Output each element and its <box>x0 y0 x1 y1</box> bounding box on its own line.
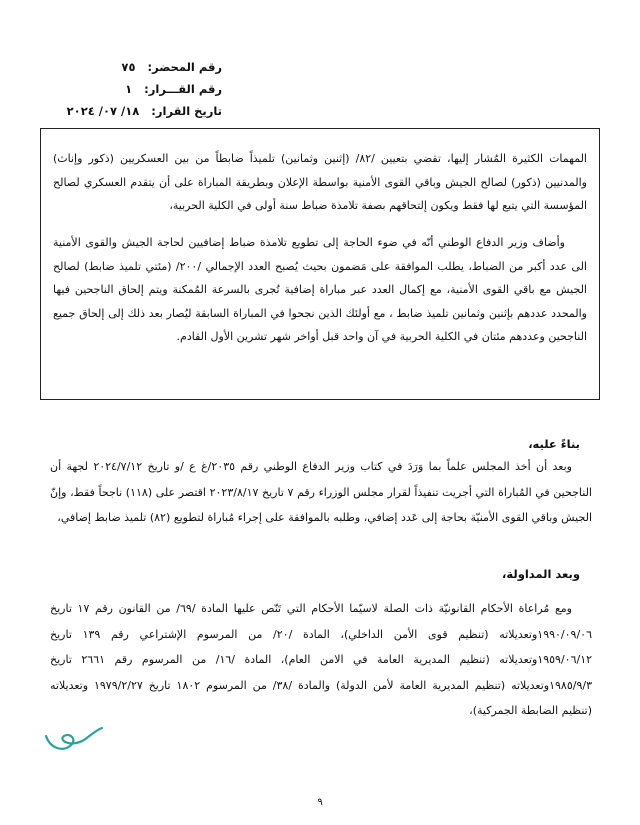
decision-date-label: تاريخ القرار: <box>151 104 222 118</box>
boxed-paragraph-1: المهمات الكثيرة المُشار إليها، تقضي بتعيين /٨٢/ (إثنين وثمانين) تلميذاً ضابطاً من بين العسكريين (ذكور وإناث) والمدنيين (ذكور) لصالح الجيش وباقي القوى الأمنية بواسطة الإعلان وبطريقة المباراة على أن يتقدم العسكري لصالح المؤسسة التي يتبع لها فقط ويكون إلتحاقهم بصفة تلامذة ضباط سنة أولى في الكلية الحربية، <box>53 152 587 212</box>
section-heading-deliberation: وبعد المداولة، <box>502 567 580 581</box>
minutes-number-row <box>42 56 222 78</box>
page-number: ٩ <box>317 797 323 808</box>
decision-number-value: ١ <box>125 82 133 96</box>
handwritten-signature <box>40 718 110 758</box>
decision-number-row <box>42 78 222 100</box>
decision-date-row <box>42 100 222 122</box>
section-heading-based-on: بناءً عليه، <box>528 437 580 451</box>
boxed-paragraph-2: وأضاف وزير الدفاع الوطني أنّه في ضوء الحاجة إلى تطويع تلامذة ضباط إضافيين لحاجة الجيش والقوى الأمنية الى عدد أكبر من الضباط، يطلب الموافقة على مَضمون بحيث يُصبح العدد الإجمالي /٢٠٠/ (مئتي تلميذ ضابط) لصالح الجيش مع باقي القوى الأمنية، مع إكمال العدد عبر مباراة إضافية تُجرى بالسرعة المُمكنة ويتم إلحاق الناجحين فيها والمحدد عددهم بإثنين وثمانين تلميذ ضابط ، مع أولئك الذين نجحوا في المباراة السابقة ليُصار بعد ذلك إلى إلحاق جميع الناجحين وعددهم مئتان في الكلية الحربية في آن واحد قبل أواخر شهر تشرين الأول القادم. <box>53 236 587 343</box>
decision-number-label: رقم القـــرار: <box>144 82 222 96</box>
decision-date-value: ١٨/ ٠٧/ ٢٠٢٤ <box>66 104 140 118</box>
decision-header <box>42 56 222 122</box>
body-paragraph-legal-provisions: ومع مُراعاة الأحكام القانونيّة ذات الصلة لاسيّما الأحكام التي تَنّص عليها المادة /٦٩/ من القانون رقم ١٧ تاريخ ١٩٩٠/٠٩/٠٦وتعديلاته (تنظيم قوى الأمن الداخلي)، المادة /٢٠/ من المرسوم الإشتراعي رقم ١٣٩ تاريخ ١٩٥٩/٠٦/١٢وتعديلاته (تنظيم المديرية العامة في الامن العام)، المادة /١٦/ من المرسوم رقم ٢٦٦١ تاريخ ١٩٨٥/٩/٣وتعديلاته (تنظيم المديرية العامة لأمن الدولة) والمادة /٣٨/ من المرسوم ١٨٠٢ تاريخ ١٩٧٩/٢/٢٧ وتعديلاته (تنظيم الضابطة الجمركية)، <box>50 602 593 717</box>
minutes-number-value: ٧٥ <box>121 60 136 74</box>
boxed-section <box>40 128 600 400</box>
body-paragraph-council-note: وبعد أن أخذ المجلس علماً بما وَرَدَ في كتاب وزير الدفاع الوطني رقم ٢٠٣٥/غ ع /و تاريخ ٢٠٢٤/٧/١٢ لجهة أن الناجحين في المُباراة التي أجريت تنفيذاً لقرار مجلس الوزراء رقم ٧ تاريخ ٢٠٢٣/٨/١٧ اقتصر على (١١٨) ناجحاً فقط، وإنّ الجيش وباقي القوى الأمنيّة بحاجة إلى عَدد إضافي، وطلبه بالموافقة على إجراء مُباراة لتطويع (٨٢) تلميذ ضابط إضافي، <box>50 460 592 524</box>
minutes-number-label: رقم المحضر: <box>147 60 222 74</box>
